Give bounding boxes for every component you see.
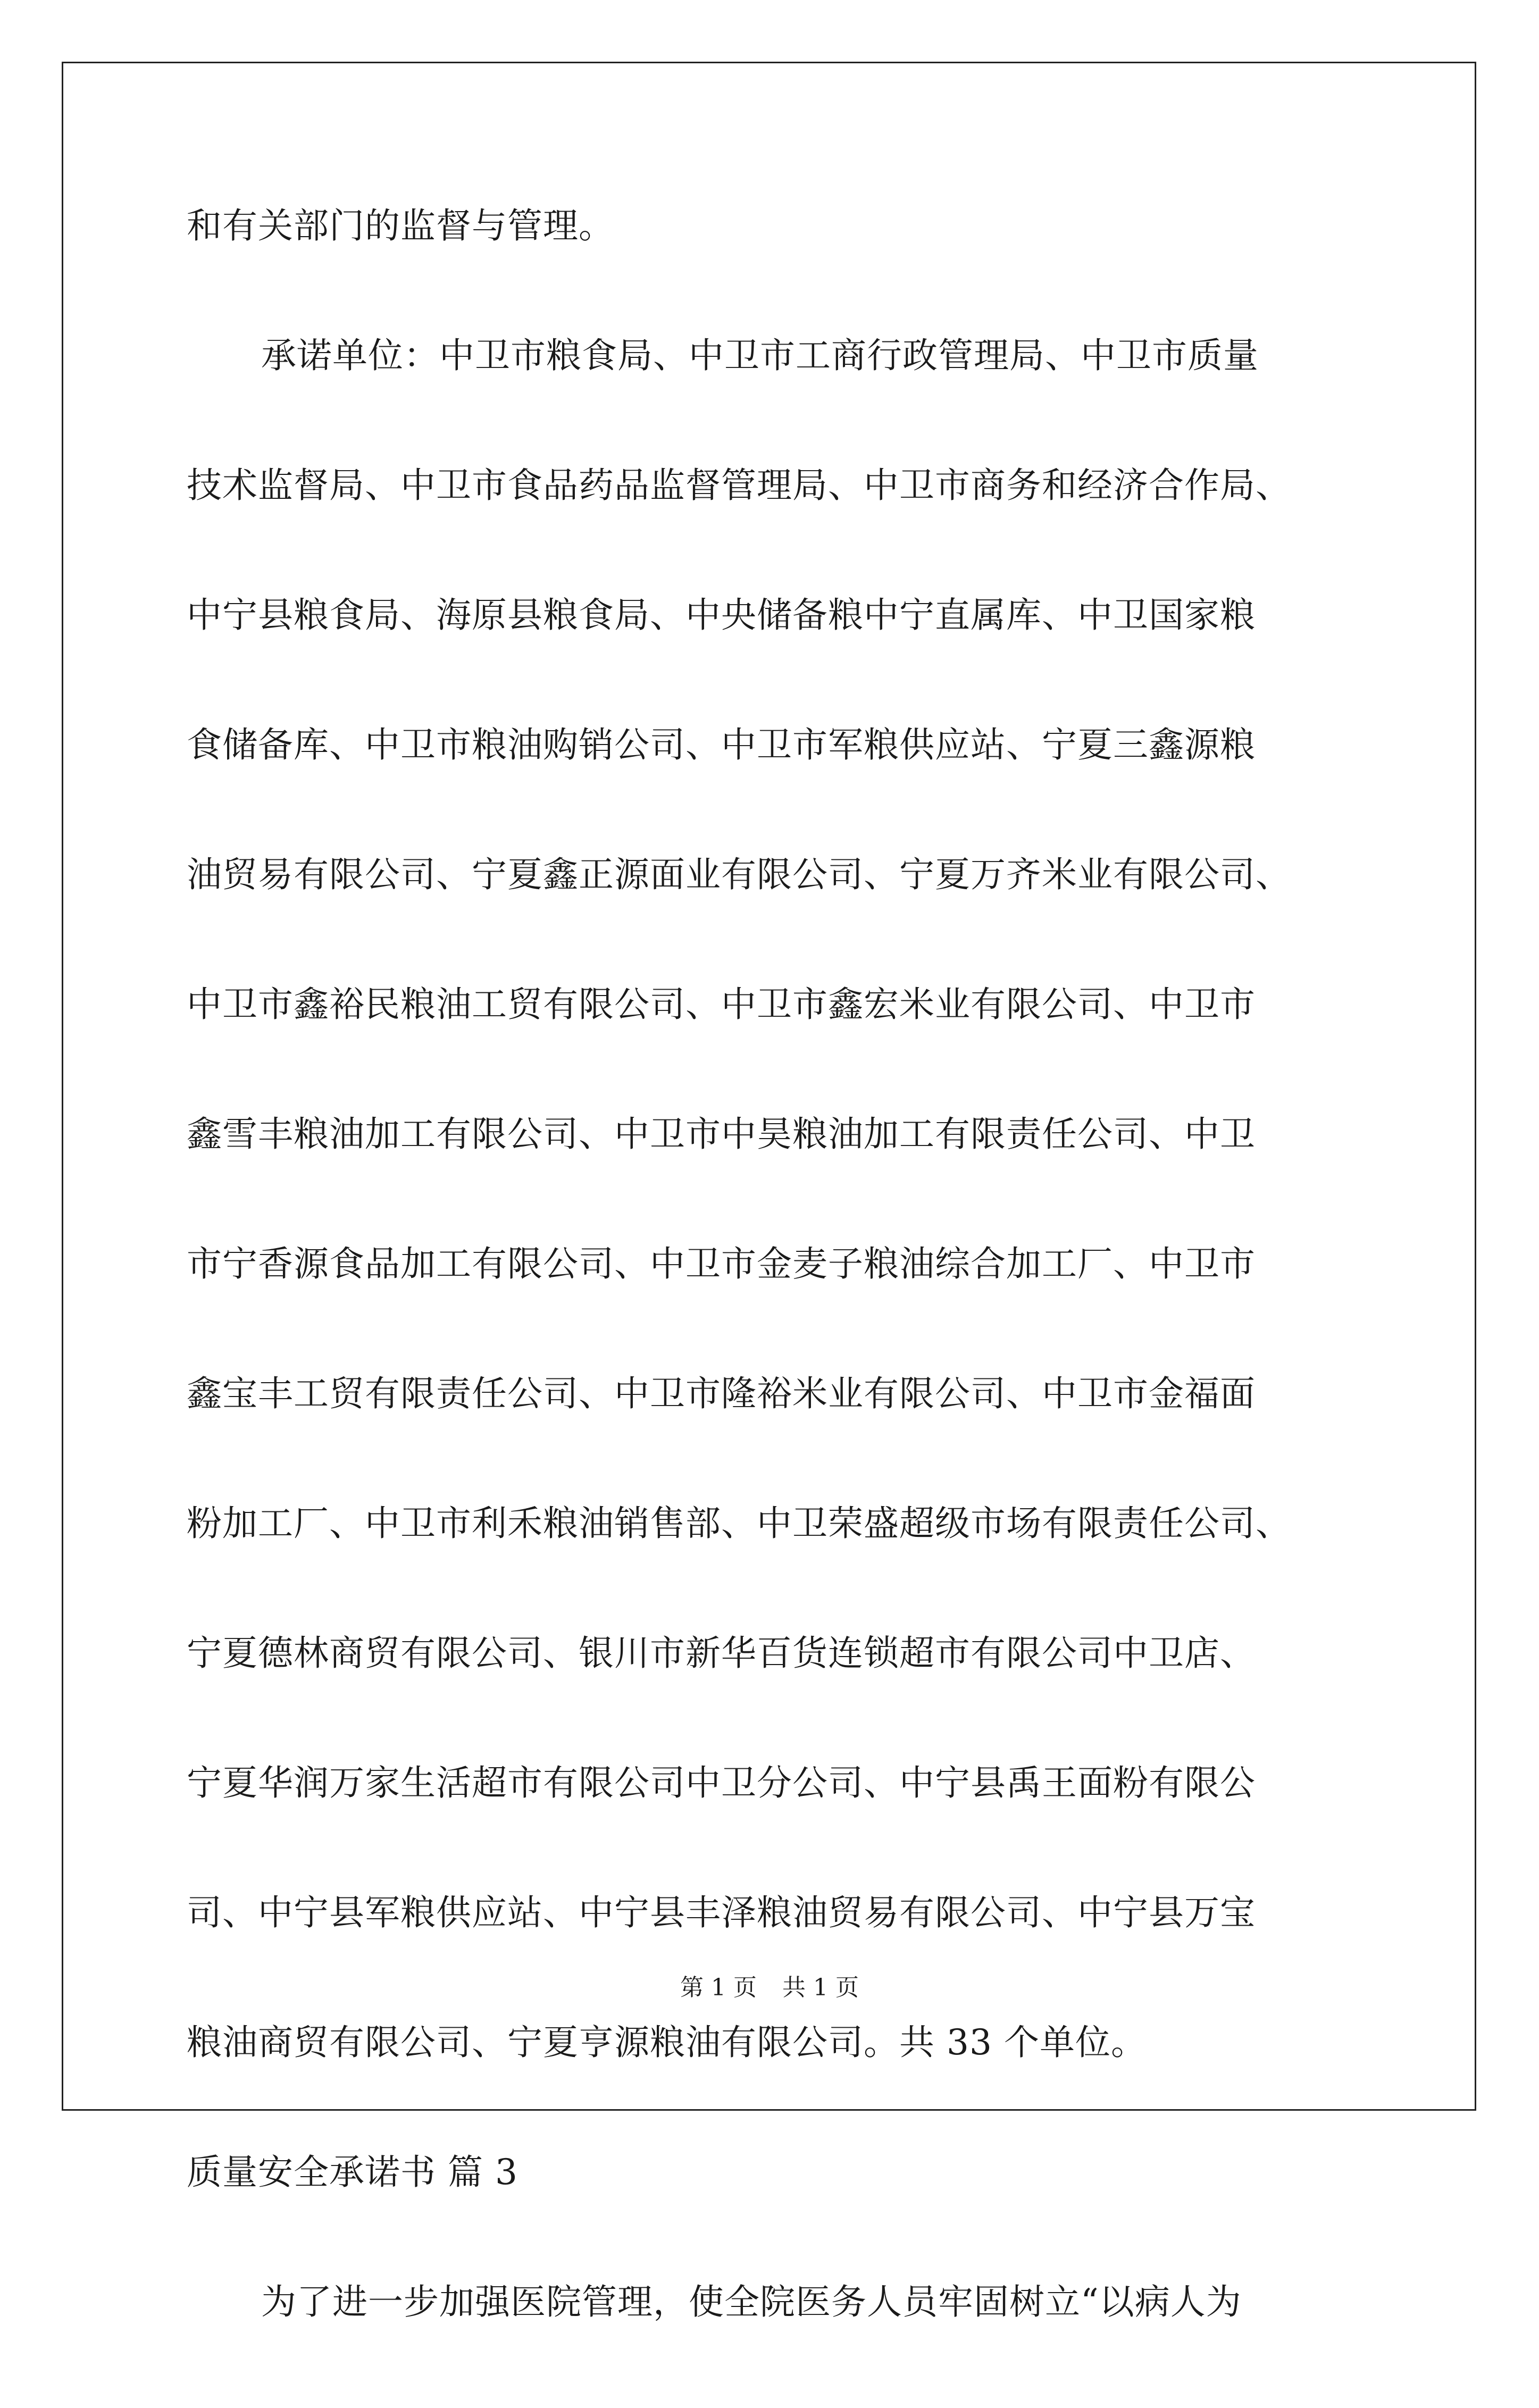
page-footer <box>0 1972 1539 2004</box>
section-heading: 质量安全承诺书 篇 3 <box>187 2152 518 2193</box>
paragraph-line: 粮油商贸有限公司、宁夏亨源粮油有限公司。共 33 个单位。 <box>187 2022 1147 2063</box>
page-number-current: 第 1 页 <box>680 1974 757 2001</box>
paragraph-line: 宁夏华润万家生活超市有限公司中卫分公司、中宁县禹王面粉有限公 <box>187 1762 1256 1803</box>
paragraph-line: 司、中宁县军粮供应站、中宁县丰泽粮油贸易有限公司、中宁县万宝 <box>187 1892 1256 1933</box>
paragraph-line-committed-units: 承诺单位：中卫市粮食局、中卫市工商行政管理局、中卫市质量 <box>261 335 1259 376</box>
paragraph-line: 粉加工厂、中卫市利禾粮油销售部、中卫荣盛超级市场有限责任公司、 <box>187 1503 1291 1544</box>
page-number-total: 共 1 页 <box>782 1974 859 2001</box>
paragraph-line: 食储备库、中卫市粮油购销公司、中卫市军粮供应站、宁夏三鑫源粮 <box>187 724 1256 765</box>
paragraph-line: 为了进一步加强医院管理，使全院医务人员牢固树立“以病人为 <box>261 2281 1242 2322</box>
paragraph-line: 市宁香源食品加工有限公司、中卫市金麦子粮油综合加工厂、中卫市 <box>187 1243 1256 1284</box>
paragraph-line: 技术监督局、中卫市食品药品监督管理局、中卫市商务和经济合作局、 <box>187 465 1291 506</box>
paragraph-line: 宁夏德林商贸有限公司、银川市新华百货连锁超市有限公司中卫店、 <box>187 1633 1256 1674</box>
paragraph-line: 中卫市鑫裕民粮油工贸有限公司、中卫市鑫宏米业有限公司、中卫市 <box>187 984 1256 1025</box>
document-body <box>187 202 1373 2408</box>
paragraph-line: 中宁县粮食局、海原县粮食局、中央储备粮中宁直属库、中卫国家粮 <box>187 595 1256 636</box>
paragraph-continuation-line: 和有关部门的监督与管理。 <box>187 205 614 246</box>
paragraph-line: 鑫宝丰工贸有限责任公司、中卫市隆裕米业有限公司、中卫市金福面 <box>187 1373 1256 1414</box>
paragraph-line: 鑫雪丰粮油加工有限公司、中卫市中昊粮油加工有限责任公司、中卫 <box>187 1114 1256 1155</box>
paragraph-line: 油贸易有限公司、宁夏鑫正源面业有限公司、宁夏万齐米业有限公司、 <box>187 854 1291 895</box>
